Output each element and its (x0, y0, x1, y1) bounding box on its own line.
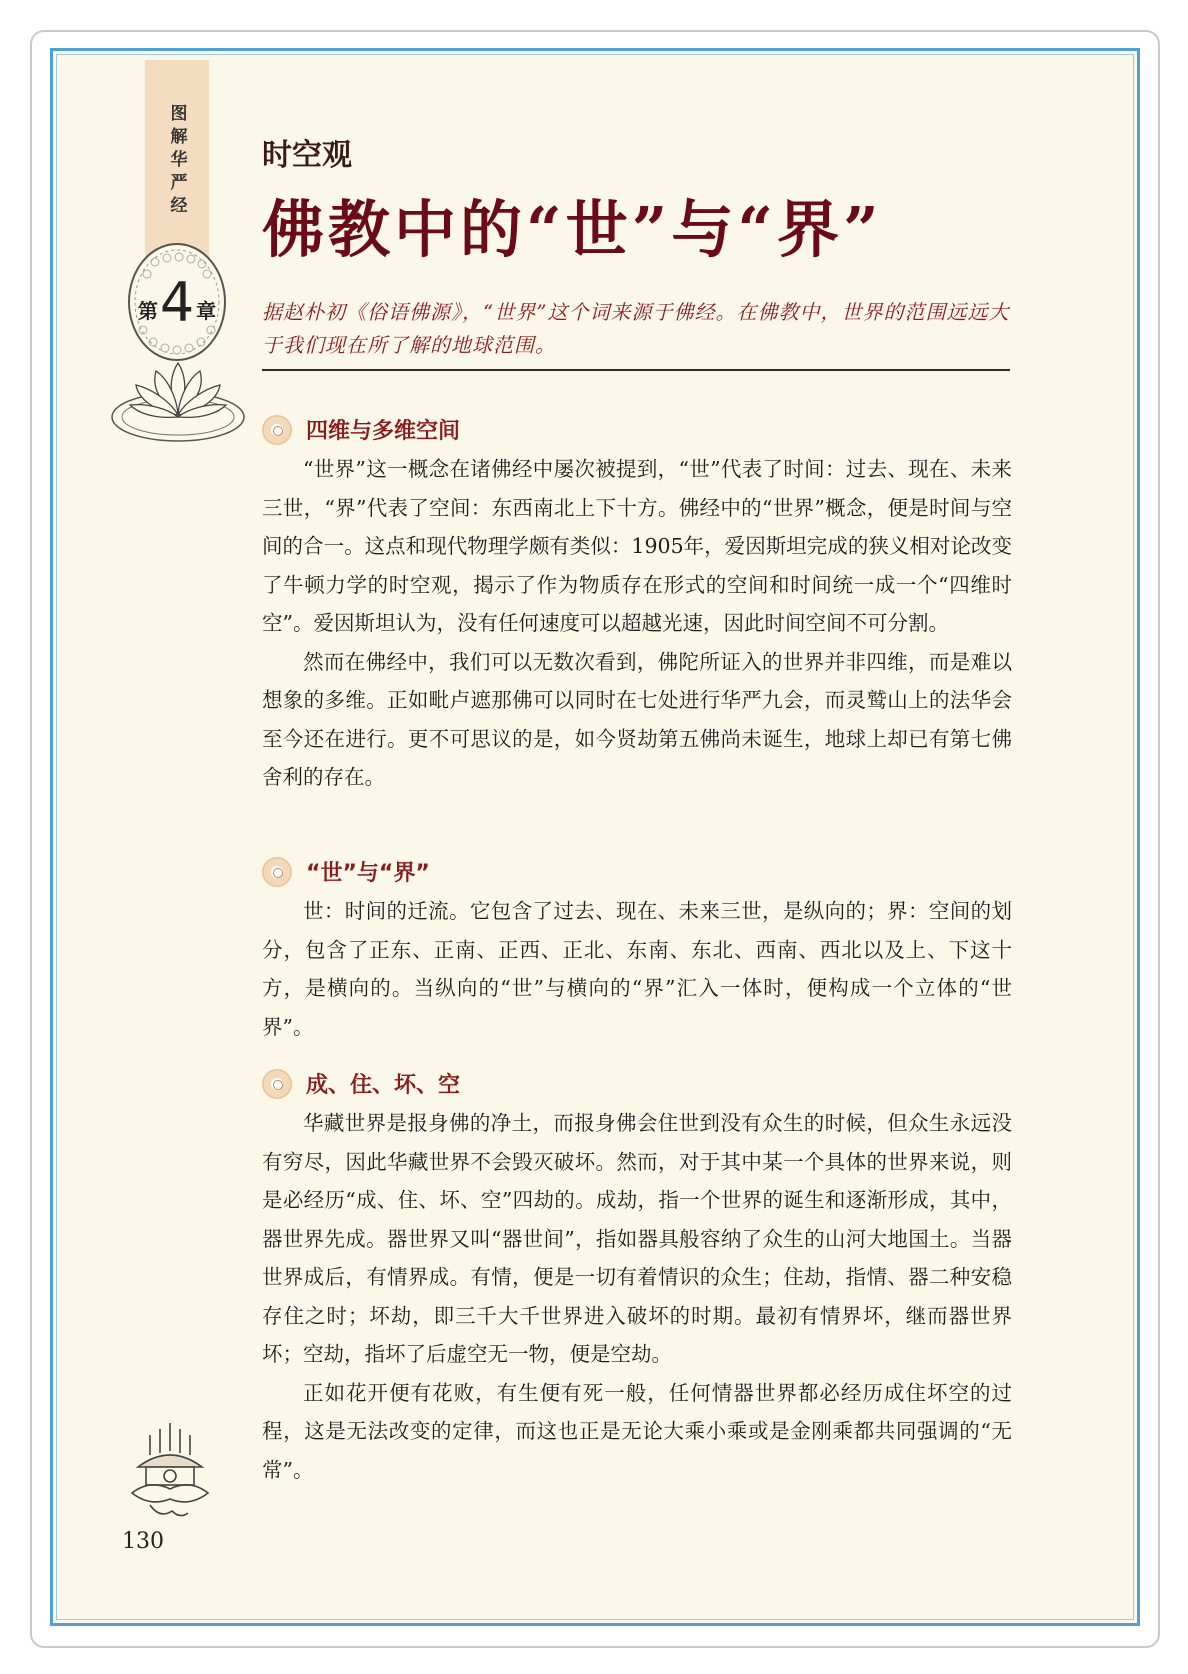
paragraph: 华藏世界是报身佛的净土，而报身佛会住世到没有众生的时候，但众生永远没有穷尽，因此华藏世界不会毁灭破坏。然而，对于其中某一个具体的世界来说，则是必经历“成、住、坏、空”四劫的。成劫，指一个世界的诞生和逐渐形成，其中，器世界先成。器世界又叫“器世间”，指如器具般容纳了众生的山河大地国土。当器世界成后，有情界成。有情，便是一切有着情识的众生；住劫，指情、器二种安稳存住之时；坏劫，即三千大千世界进入破坏的时期。最初有情界坏，继而器世界坏；空劫，指坏了后虚空无一物，便是空劫。 (262, 1111, 1012, 1366)
section-1-body (262, 450, 1012, 797)
paragraph: “世界”这一概念在诸佛经中屡次被提到，“世”代表了时间：过去、现在、未来三世，“界”代表了空间：东西南北上下十方。佛经中的“世界”概念，便是时间与空间的合一。这点和现代物理学颇有类似：1905年，爱因斯坦完成的狭义相对论改变了牛顿力学的时空观，揭示了作为物质存在形式的空间和时间统一成一个“四维时空”。爱因斯坦认为，没有任何速度可以超越光速，因此时间空间不可分割。 (262, 457, 1012, 635)
chapter-number: 4 (159, 271, 195, 334)
dharma-wheel-icon (262, 1069, 292, 1099)
dharma-wheel-icon (262, 857, 292, 887)
chapter-label (127, 271, 227, 334)
book-title-text: 图解华严经 (166, 104, 187, 219)
section-heading-3-label: 成、住、坏、空 (306, 1073, 461, 1098)
page-title: 佛教中的“世”与“界” (262, 193, 883, 266)
intro-text: 据赵朴初《俗语佛源》，“世界”这个词来源于佛经。在佛教中，世界的范围远远大于我们现在所了解的地球范围。 (262, 300, 1010, 357)
stupa-ornament-icon (120, 1415, 220, 1525)
chapter-prefix: 第 (137, 299, 158, 323)
section-2-body (262, 892, 1012, 1046)
page-number: 130 (122, 1529, 164, 1554)
section-heading-1-label: 四维与多维空间 (306, 419, 461, 444)
paragraph: 然而在佛经中，我们可以无数次看到，佛陀所证入的世界并非四维，而是难以想象的多维。正如毗卢遮那佛可以同时在七处进行华严九会，而灵鹫山上的法华会至今还在进行。更不可思议的是，如今贤劫第五佛尚未诞生，地球上却已有第七佛舍利的存在。 (262, 649, 1012, 789)
paragraph: 正如花开便有花败，有生便有死一般，任何情器世界都必经历成住坏空的过程，这是无法改变的定律，而这也正是无论大乘小乘或是金刚乘都共同强调的“无常”。 (262, 1380, 1012, 1482)
section-kicker: 时空观 (262, 138, 352, 173)
section-heading-2-label: “世”与“界” (306, 861, 430, 886)
book-title-vertical (162, 104, 192, 244)
section-3-body (262, 1104, 1012, 1489)
title-divider (262, 369, 1010, 371)
section-heading-3 (262, 1068, 460, 1099)
paragraph: 世：时间的迁流。它包含了过去、现在、未来三世，是纵向的；界：空间的划分，包含了正东、正南、正西、正北、东南、东北、西南、西北以及上、下这十方，是横向的。当纵向的“世”与横向的“界”汇入一体时，便构成一个立体的“世界”。 (262, 899, 1012, 1039)
section-heading-1 (262, 414, 460, 445)
section-heading-2 (262, 856, 430, 887)
lotus-icon (108, 355, 248, 445)
chapter-suffix: 章 (196, 299, 217, 323)
dharma-wheel-icon (262, 415, 292, 445)
